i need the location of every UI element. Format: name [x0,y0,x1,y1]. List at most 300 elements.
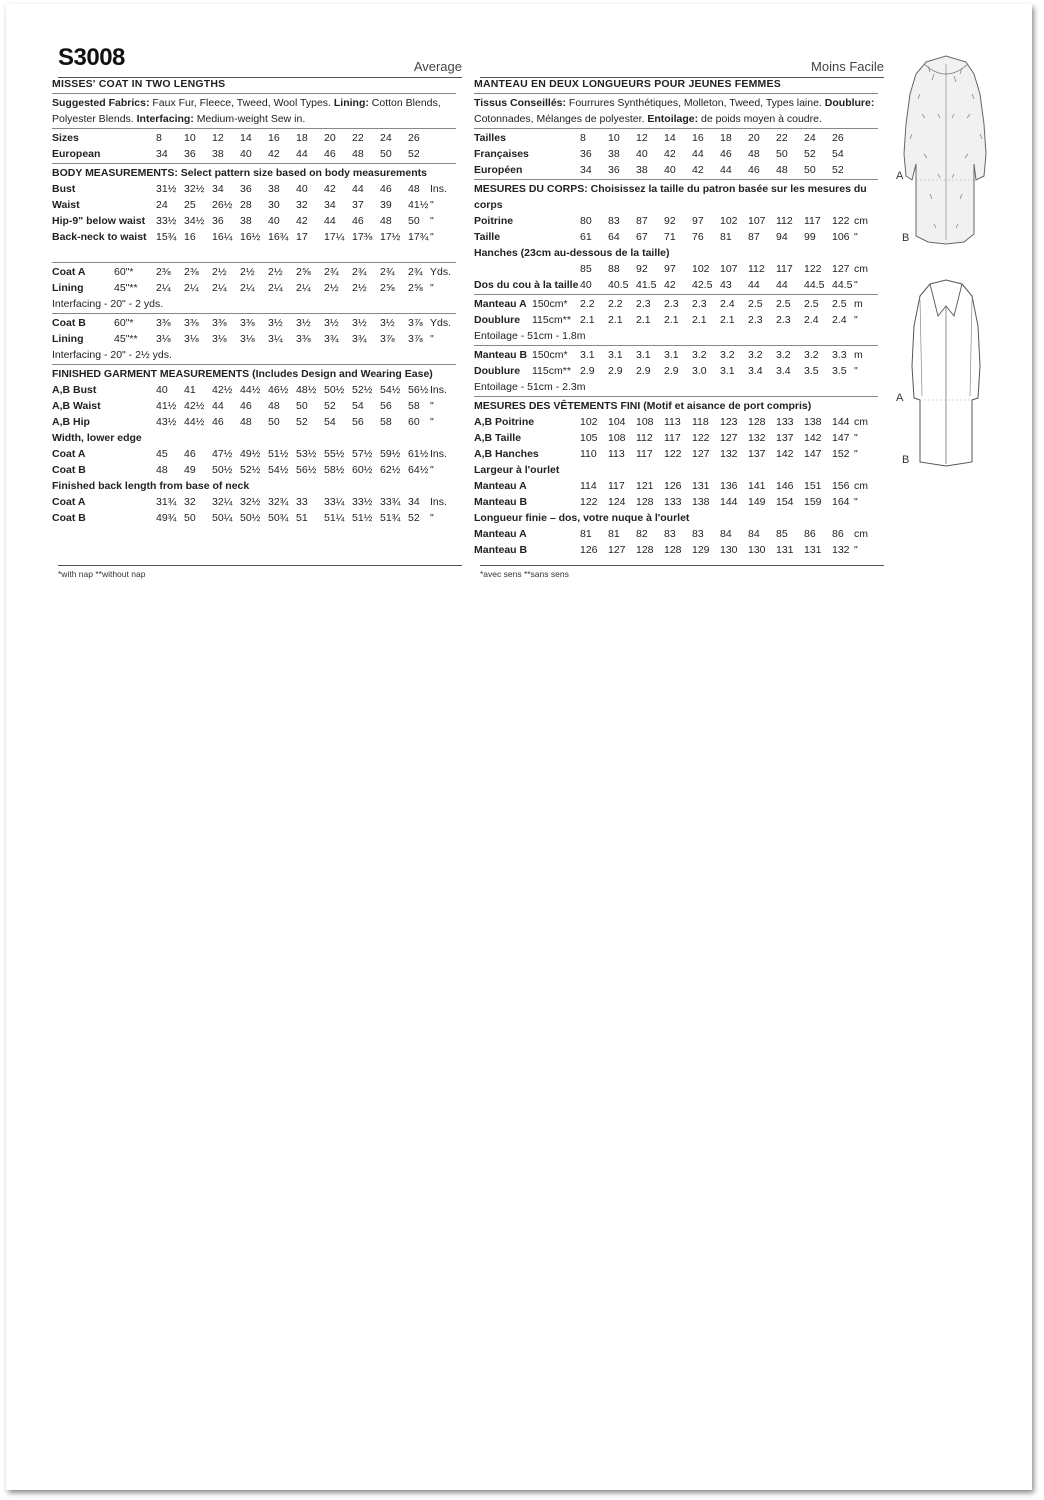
table-cell: 50 [296,400,308,412]
table-cell: 2.2 [580,298,595,310]
table-cell: 38 [608,148,620,160]
unit-label: " [430,333,434,345]
table-cell: 44 [352,183,364,195]
finished-table-fr [474,414,878,462]
table-row [52,494,456,510]
table-cell: 46 [720,148,732,160]
row-label: Lining [52,333,84,345]
table-cell: 92 [664,215,676,227]
table-cell: 34 [156,148,168,160]
table-cell: 44 [748,279,760,291]
table-cell: 49½ [240,448,261,460]
table-cell: 110 [580,448,597,460]
unit-label: " [430,512,434,524]
table-cell: 2.1 [720,314,735,326]
table-cell: 128 [636,544,654,556]
row-label: A,B Hip [52,416,90,428]
difficulty-en: Average [413,59,462,74]
divider [52,364,456,365]
table-cell: 52½ [240,464,261,476]
fabrics-label: Suggested Fabrics: [52,97,150,109]
english-section [52,76,456,526]
table-cell: 12 [212,132,224,144]
width-heading-en: Width, lower edge [52,432,142,444]
table-cell: 3⅛ [184,333,199,345]
table-cell: 129 [692,544,710,556]
length-table-en [52,494,456,526]
table-cell: 40 [580,279,592,291]
fabric-width: 115cm** [532,365,571,377]
fabric-width: 150cm* [532,298,568,310]
table-cell: 52 [408,148,420,160]
table-row [474,296,878,312]
table-cell: 2½ [324,282,339,294]
table-cell: 36 [240,183,252,195]
table-cell: 40 [240,148,252,160]
unit-label: " [854,365,858,377]
table-cell: 50½ [212,464,233,476]
table-cell: 8 [156,132,162,144]
lining-label: Lining: [333,97,369,109]
table-row [474,414,878,430]
table-cell: 51½ [352,512,373,524]
table-cell: 14 [240,132,252,144]
table-cell: 26 [408,132,420,144]
unit-label: Ins. [430,384,447,396]
table-cell: 2¼ [212,282,227,294]
table-cell: 50 [184,512,196,524]
divider [474,345,878,346]
table-cell: 3.1 [608,349,623,361]
table-cell: 3⅞ [380,333,395,345]
table-cell: 58½ [324,464,345,476]
table-cell: 33½ [156,215,177,227]
table-cell: 10 [184,132,196,144]
unit-label: " [854,314,858,326]
row-label: Européen [474,164,523,176]
fabric-width: 45"** [114,333,138,345]
unit-label: " [430,199,434,211]
table-cell: 114 [580,480,597,492]
row-label: Doublure [474,365,521,377]
table-cell: 81 [580,528,592,540]
table-cell: 42½ [212,384,233,396]
title-fr: MANTEAU EN DEUX LONGUEURS POUR JEUNES FEMMES [474,78,781,90]
unit-label: Yds. [430,266,452,278]
table-cell: 40.5 [608,279,629,291]
body-heading-en: BODY MEASUREMENTS: Select pattern size based on body measurements [52,167,427,179]
table-cell: 102 [580,416,598,428]
table-cell: 59½ [380,448,401,460]
body-heading-fr: MESURES DU CORPS: Choisissez la taille du patron basée sur les mesures du corps [474,183,867,211]
table-cell: 16¾ [268,231,289,243]
table-cell: 2¼ [184,282,199,294]
width-table-en [52,446,456,478]
table-cell: 102 [720,215,738,227]
table-cell: 24 [156,199,168,211]
table-cell: 58 [408,400,420,412]
table-cell: 2.3 [664,298,679,310]
title-en: MISSES' COAT IN TWO LENGTHS [52,78,226,90]
sizes-row [52,130,456,146]
unit-label: cm [854,528,868,540]
table-cell: 50½ [324,384,345,396]
table-cell: 55½ [324,448,345,460]
unit-label: m [854,298,863,310]
table-cell: 112 [748,263,765,275]
table-cell: 44 [324,215,336,227]
table-cell: 60 [408,416,420,428]
interfacing-label: Entoilage: [647,113,699,125]
table-cell: 85 [580,263,592,275]
divider [52,93,456,94]
table-cell: 41 [184,384,196,396]
table-cell: 15¾ [156,231,177,243]
interfacing-coat-a-fr: Entoilage - 51cm - 1.8m [474,330,586,342]
table-cell: 52 [296,416,308,428]
table-cell: 127 [832,263,850,275]
pattern-number: S3008 [58,44,125,71]
fabrics-text: Faux Fur, Fleece, Tweed, Wool Types. [149,97,334,109]
row-label: A,B Waist [52,400,101,412]
table-cell: 17⅜ [352,231,373,243]
table-cell: 36 [184,148,196,160]
table-cell: 51¼ [324,512,345,524]
table-cell: 20 [324,132,336,144]
unit-label: Ins. [430,496,447,508]
table-cell: 42 [664,148,676,160]
table-cell: 17¾ [408,231,429,243]
table-row [474,261,878,277]
table-cell: 3⅞ [408,333,423,345]
footnote-rule-en [58,565,462,566]
interfacing-text: de poids moyen à coudre. [698,113,822,125]
table-cell: 48½ [296,384,317,396]
unit-label: " [430,400,434,412]
table-cell: 54 [352,400,364,412]
table-row [474,430,878,446]
row-label: Manteau A [474,528,527,540]
table-cell: 2.1 [608,314,623,326]
table-cell: 52 [408,512,420,524]
table-cell: 3.1 [720,365,735,377]
table-cell: 44 [212,400,224,412]
table-cell: 40 [296,183,308,195]
unit-label: Ins. [430,183,447,195]
table-cell: 64 [608,231,620,243]
table-cell: 2.4 [720,298,735,310]
table-cell: 2.9 [580,365,595,377]
table-cell: 121 [636,480,654,492]
unit-label: " [430,282,434,294]
table-row [474,312,878,328]
table-cell: 62½ [380,464,401,476]
table-cell: 82 [636,528,648,540]
table-cell: 25 [184,199,196,211]
row-label: Manteau B [474,496,528,508]
unit-label: " [430,231,434,243]
table-cell: 131 [776,544,794,556]
table-row [474,478,878,494]
table-cell: 2¼ [268,282,283,294]
table-cell: 130 [720,544,738,556]
table-cell: 141 [748,480,766,492]
table-row [52,462,456,478]
table-cell: 50 [268,416,280,428]
row-label: Coat A [52,448,86,460]
fabric-width: 115cm** [532,314,571,326]
table-cell: 2.3 [776,314,791,326]
europeen-row [474,162,878,178]
row-label: Doublure [474,314,521,326]
table-cell: 40 [268,215,280,227]
table-cell: 3⅞ [408,317,423,329]
table-cell: 26½ [212,199,233,211]
table-cell: 3.2 [748,349,763,361]
table-cell: 113 [664,416,681,428]
table-cell: 3⅜ [156,317,171,329]
table-cell: 44.5 [804,279,825,291]
body-table-en [52,181,456,245]
table-cell: 61½ [408,448,429,460]
table-cell: 2.9 [636,365,651,377]
table-cell: 44½ [184,416,205,428]
table-cell: 138 [804,416,822,428]
table-cell: 48 [156,464,168,476]
table-cell: 44 [720,164,732,176]
row-label: Sizes [52,132,79,144]
fabric-width: 150cm* [532,349,568,361]
table-cell: 84 [720,528,732,540]
table-cell: 36 [212,215,224,227]
table-cell: 56 [380,400,392,412]
table-cell: 26 [832,132,844,144]
unit-label: " [854,448,858,460]
table-row [474,229,878,245]
interfacing-label: Interfacing: [136,113,194,125]
table-cell: 50¼ [212,512,233,524]
table-cell: 56½ [296,464,317,476]
table-cell: 48 [380,215,392,227]
table-cell: 113 [608,448,625,460]
table-cell: 38 [240,215,252,227]
table-cell: 3¾ [324,333,339,345]
table-cell: 2½ [268,266,283,278]
table-cell: 20 [748,132,760,144]
table-cell: 60½ [352,464,373,476]
table-cell: 16½ [240,231,261,243]
table-cell: 117 [608,480,625,492]
table-cell: 3¾ [352,333,367,345]
fabrics-fr [474,95,878,127]
table-cell: 132 [832,544,850,556]
table-cell: 45 [156,448,168,460]
divider [52,128,456,129]
row-label: Coat B [52,464,86,476]
table-cell: 46 [184,448,196,460]
table-cell: 34 [324,199,336,211]
table-row [474,277,878,293]
table-cell: 48 [240,416,252,428]
table-cell: 97 [692,215,704,227]
table-cell: 46 [352,215,364,227]
row-label: Manteau B [474,349,528,361]
row-label: Manteau A [474,298,527,310]
table-cell: 137 [776,432,794,444]
table-cell: 22 [776,132,788,144]
row-label: A,B Bust [52,384,97,396]
table-cell: 2¾ [380,266,395,278]
table-cell: 3.2 [804,349,819,361]
table-cell: 16 [692,132,704,144]
table-cell: 34½ [184,215,205,227]
row-label: Manteau A [474,480,527,492]
table-cell: 48 [776,164,788,176]
unit-label: cm [854,416,868,428]
table-cell: 12 [636,132,648,144]
table-cell: 144 [832,416,850,428]
table-cell: 38 [268,183,280,195]
table-cell: 2.3 [748,314,763,326]
row-label: Coat A [52,496,86,508]
interfacing-coat-b-en: Interfacing - 20" - 2½ yds. [52,349,172,361]
table-cell: 107 [720,263,738,275]
table-cell: 151 [804,480,822,492]
pattern-envelope-back [6,4,1032,1490]
footnote-fr: *avec sens **sans sens [480,569,569,579]
finished-table-en [52,382,456,430]
table-cell: 94 [776,231,788,243]
table-cell: 108 [636,416,654,428]
table-cell: 112 [636,432,653,444]
table-cell: 2⅜ [184,266,199,278]
interfacing-coat-a-en: Interfacing - 20" - 2 yds. [52,298,164,310]
table-cell: 3.2 [776,349,791,361]
table-cell: 86 [804,528,816,540]
table-cell: 127 [720,432,738,444]
table-cell: 2.1 [636,314,651,326]
table-cell: 10 [608,132,620,144]
table-cell: 76 [692,231,704,243]
fabrics-en [52,95,456,127]
width-heading-fr: Largeur à l'ourlet [474,464,560,476]
table-cell: 64½ [408,464,429,476]
length-heading-en: Finished back length from base of neck [52,480,250,492]
table-cell: 50¾ [268,512,289,524]
row-label: Françaises [474,148,529,160]
table-cell: 34 [408,496,420,508]
table-cell: 3.2 [720,349,735,361]
table-cell: 33¾ [380,496,401,508]
unit-label: " [430,215,434,227]
table-cell: 48 [408,183,420,195]
table-cell: 38 [636,164,648,176]
row-label: A,B Taille [474,432,522,444]
table-cell: 56 [352,416,364,428]
table-cell: 132 [748,432,766,444]
table-cell: 2¼ [156,282,171,294]
table-cell: 2.4 [832,314,847,326]
table-cell: 117 [804,215,821,227]
table-cell: 42.5 [692,279,713,291]
table-cell: 30 [268,199,280,211]
row-label: A,B Poitrine [474,416,535,428]
table-cell: 87 [748,231,760,243]
table-cell: 88 [608,263,620,275]
table-cell: 85 [776,528,788,540]
table-row [474,446,878,462]
table-cell: 52 [832,164,844,176]
table-cell: 50 [776,148,788,160]
table-cell: 50 [804,164,816,176]
sizes-table-en [52,130,456,162]
table-cell: 147 [804,448,822,460]
table-cell: 52 [324,400,336,412]
table-row [474,363,878,379]
table-cell: 3⅛ [212,333,227,345]
fur-coat-sketch [894,54,998,254]
table-cell: 159 [804,496,822,508]
table-cell: 52½ [352,384,373,396]
table-cell: 18 [720,132,732,144]
table-cell: 32 [184,496,196,508]
table-row [474,494,878,510]
table-cell: 146 [776,480,794,492]
table-cell: 32¼ [212,496,233,508]
footnote-rule-fr [480,565,884,566]
table-cell: 2.5 [776,298,791,310]
table-cell: 2.1 [664,314,679,326]
unit-label: " [854,279,858,291]
divider [474,396,878,397]
table-cell: 136 [720,480,738,492]
unit-label: Yds. [430,317,452,329]
table-cell: 3½ [268,317,283,329]
table-cell: 2½ [352,282,367,294]
table-cell: 16 [268,132,280,144]
table-cell: 107 [748,215,766,227]
table-cell: 152 [832,448,850,460]
table-cell: 2¾ [324,266,339,278]
table-cell: 47½ [212,448,233,460]
table-cell: 122 [804,263,822,275]
table-cell: 31½ [156,183,177,195]
table-cell: 128 [664,544,682,556]
table-cell: 3.1 [636,349,651,361]
table-cell: 3.5 [804,365,819,377]
table-cell: 2.1 [692,314,707,326]
table-cell: 41½ [156,400,177,412]
table-row [52,229,456,245]
table-cell: 41.5 [636,279,657,291]
table-cell: 46 [748,164,760,176]
table-cell: 3.1 [664,349,679,361]
table-cell: 44½ [240,384,261,396]
table-cell: 17½ [380,231,401,243]
finished-heading-fr: MESURES DES VÊTEMENTS FINI (Motif et aisance de port compris) [474,400,812,412]
table-cell: 33½ [352,496,373,508]
table-cell: 2¼ [240,282,255,294]
table-cell: 2⅜ [156,266,171,278]
table-cell: 122 [580,496,598,508]
table-cell: 57½ [352,448,373,460]
table-row [52,398,456,414]
table-cell: 32½ [184,183,205,195]
table-cell: 3½ [352,317,367,329]
table-cell: 144 [720,496,738,508]
table-cell: 17 [296,231,308,243]
table-cell: 3⅜ [212,317,227,329]
